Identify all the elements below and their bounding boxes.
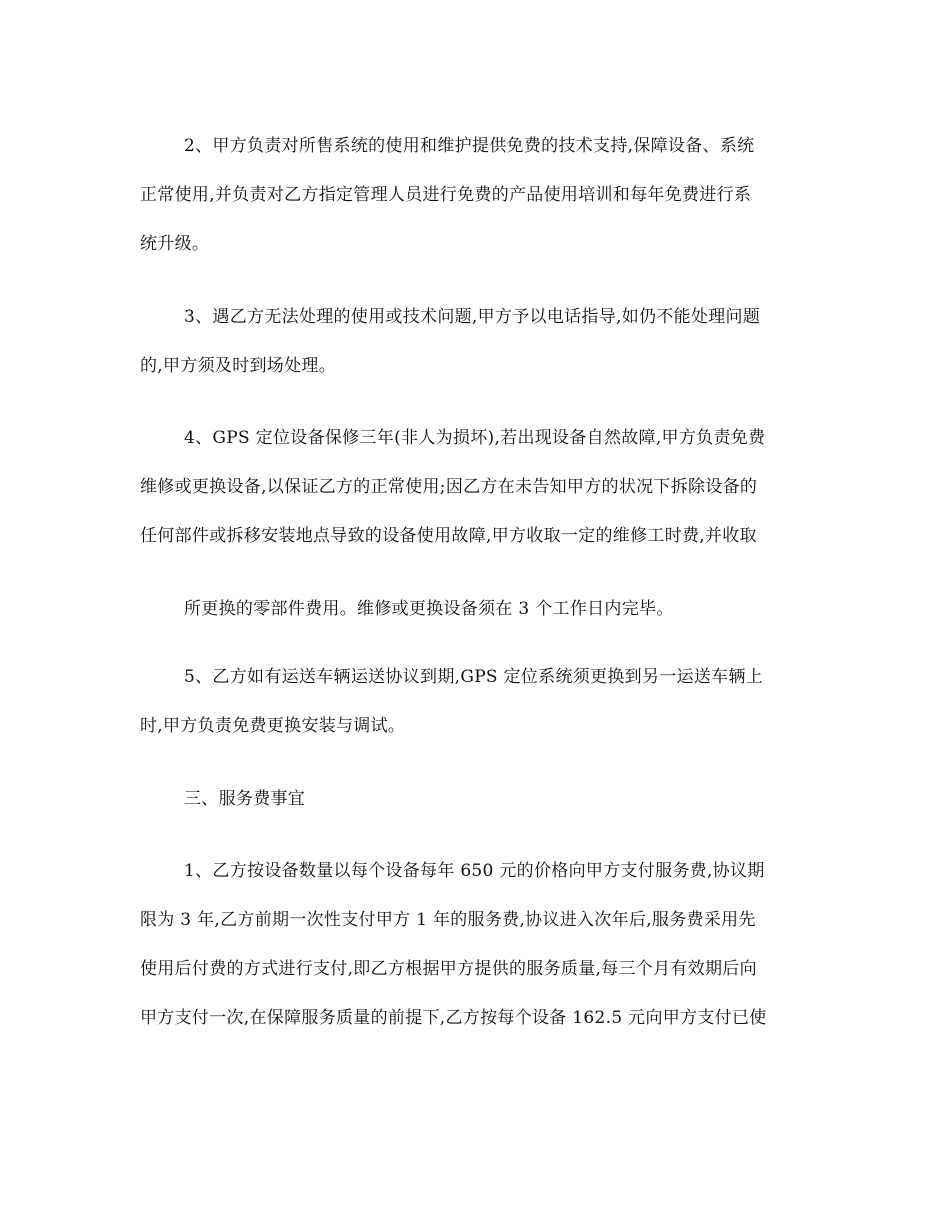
paragraph-3-line-2: 的,甲方须及时到场处理。	[140, 356, 337, 376]
paragraph-fee-line-4: 甲方支付一次,在保障服务质量的前提下,乙方按每个设备 162.5 元向甲方支付已使	[140, 1008, 767, 1028]
section-heading: 三、服务费事宜	[184, 789, 306, 809]
paragraph-2-line-1: 2、甲方负责对所售系统的使用和维护提供免费的技术支持,保障设备、系统	[184, 136, 755, 156]
paragraph-5-line-1: 5、乙方如有运送车辆运送协议到期,GPS 定位系统须更换到另一运送车辆上	[184, 667, 764, 687]
paragraph-4-line-4: 所更换的零部件费用。维修或更换设备须在 3 个工作日内完毕。	[184, 599, 674, 619]
paragraph-fee-line-3: 使用后付费的方式进行支付,即乙方根据甲方提供的服务质量,每三个月有效期后向	[140, 959, 757, 979]
paragraph-4-line-3: 任何部件或拆移安装地点导致的设备使用故障,甲方收取一定的维修工时费,并收取	[140, 526, 757, 546]
paragraph-fee-line-2: 限为 3 年,乙方前期一次性支付甲方 1 年的服务费,协议进入次年后,服务费采用先	[140, 910, 756, 930]
paragraph-2-line-3: 统升级。	[140, 234, 210, 254]
paragraph-5-line-2: 时,甲方负责免费更换安装与调试。	[140, 716, 406, 736]
paragraph-3-line-1: 3、遇乙方无法处理的使用或技术问题,甲方予以电话指导,如仍不能处理问题	[184, 307, 761, 327]
paragraph-4-line-1: 4、GPS 定位设备保修三年(非人为损坏),若出现设备自然故障,甲方负责免费	[184, 428, 766, 448]
paragraph-4-line-2: 维修或更换设备,以保证乙方的正常使用;因乙方在未告知甲方的状况下拆除设备的	[140, 477, 758, 497]
paragraph-fee-line-1: 1、乙方按设备数量以每个设备每年 650 元的价格向甲方支付服务费,协议期	[184, 861, 765, 881]
paragraph-2-line-2: 正常使用,并负责对乙方指定管理人员进行免费的产品使用培训和每年免费进行系	[140, 185, 752, 205]
